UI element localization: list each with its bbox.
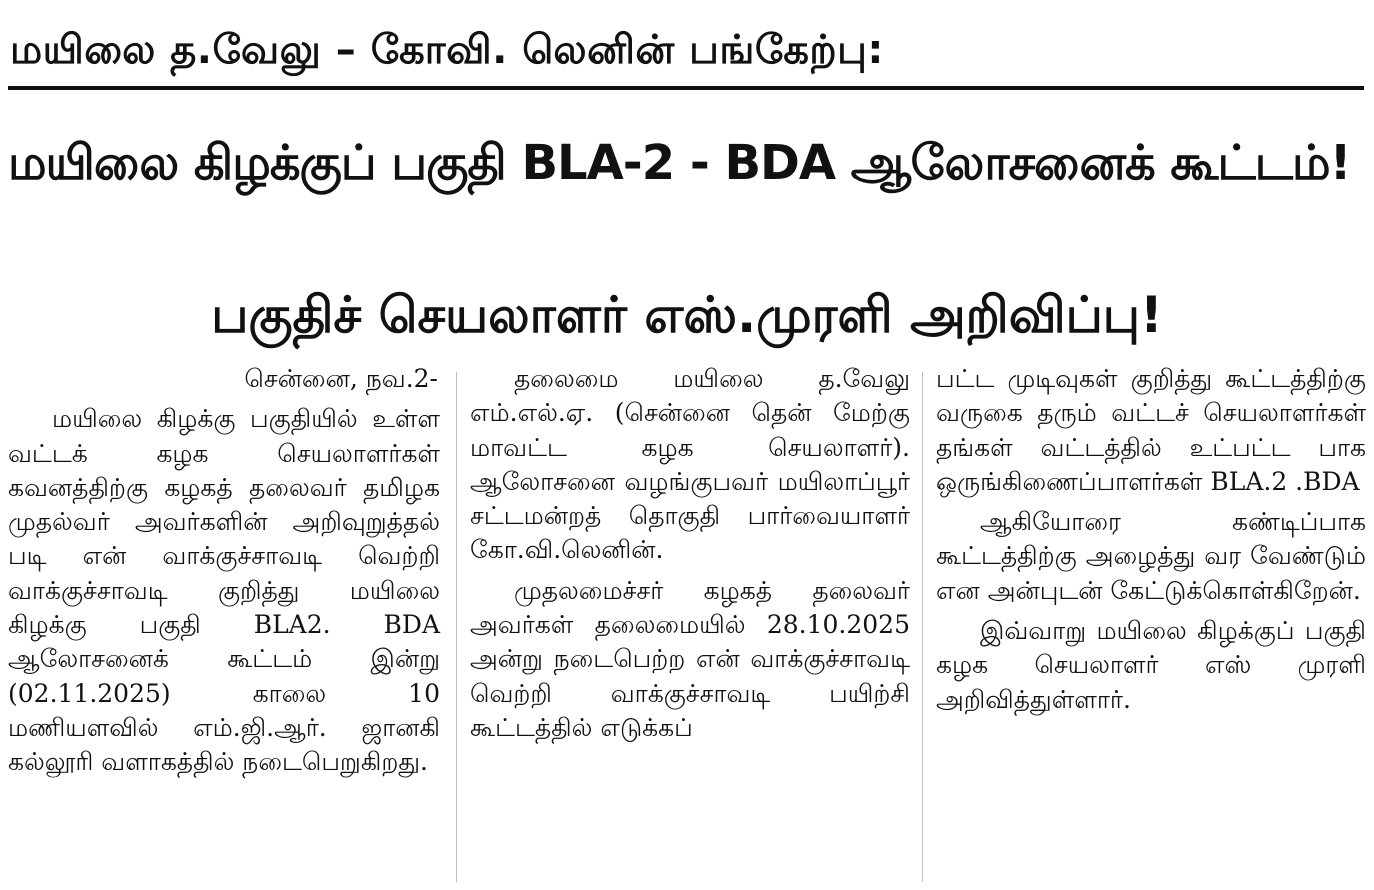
main-headline: மயிலை கிழக்குப் பகுதி BLA-2 - BDA ஆலோசனைக் கூட்டம்! (8, 135, 1351, 191)
kicker-headline: மயிலை த.வேலு – கோவி. லெனின் பங்கேற்பு: (10, 27, 884, 73)
body-paragraph: இவ்வாறு மயிலை கிழக்குப் பகுதி கழக செயலாளர் எஸ் முரளி அறிவித்துள்ளார். (936, 616, 1366, 714)
body-paragraph: ஆகியோரை கண்டிப்பாக கூட்டத்திற்கு அழைத்து வர வேண்டும் என அன்புடன் கேட்டுக்கொள்கிறேன். (936, 507, 1366, 605)
column-divider (922, 372, 923, 882)
body-paragraph: பட்ட முடிவுகள் குறித்து கூட்டத்திற்கு வருகை தரும் வட்டச் செயலாளர்கள் தங்கள் வட்டத்தில் உட்பட்ட பாக ஒருங்கிணைப்பாளர்கள் BLA.2 .BDA (936, 364, 1366, 496)
dateline: சென்னை, நவ.2- (244, 364, 438, 393)
article-column-3 (936, 362, 1366, 717)
article-column-2 (470, 362, 910, 745)
body-paragraph: தலைமை மயிலை த.வேலு எம்.எல்.ஏ. (சென்னை தென் மேற்கு மாவட்ட கழக செயலாளர்). ஆலோசனை வழங்குபவர் மயிலாப்பூர் சட்டமன்றத் தொகுதி பார்வையாளர் கோ.வி.லெனின். (470, 364, 910, 565)
kicker-underline (8, 86, 1364, 90)
article-column-1 (8, 362, 440, 780)
subheadline: பகுதிச் செயலாளர் எஸ்.முரளி அறிவிப்பு! (211, 286, 1163, 344)
body-paragraph: மயிலை கிழக்கு பகுதியில் உள்ள வட்டக் கழக செயலாளர்கள் கவனத்திற்கு கழகத் தலைவர் தமிழக முதல்வர் அவர்களின் அறிவுறுத்தல் படி என் வாக்குச்சாவடி வெற்றி வாக்குச்சாவடி குறித்து மயிலை கிழக்கு பகுதி BLA2. BDA ஆலோசனைக் கூட்டம் இன்று (02.11.2025) காலை 10 மணியளவில் எம்.ஜி.ஆர். ஜானகி கல்லூரி வளாகத்தில் நடைபெறுகிறது. (8, 404, 440, 777)
column-divider (456, 372, 457, 882)
body-paragraph: முதலமைச்சர் கழகத் தலைவர் அவர்கள் தலைமையில் 28.10.2025 அன்று நடைபெற்ற என் வாக்குச்சாவடி வெற்றி வாக்குச்சாவடி பயிற்சி கூட்டத்தில் எடுக்கப் (470, 575, 910, 742)
